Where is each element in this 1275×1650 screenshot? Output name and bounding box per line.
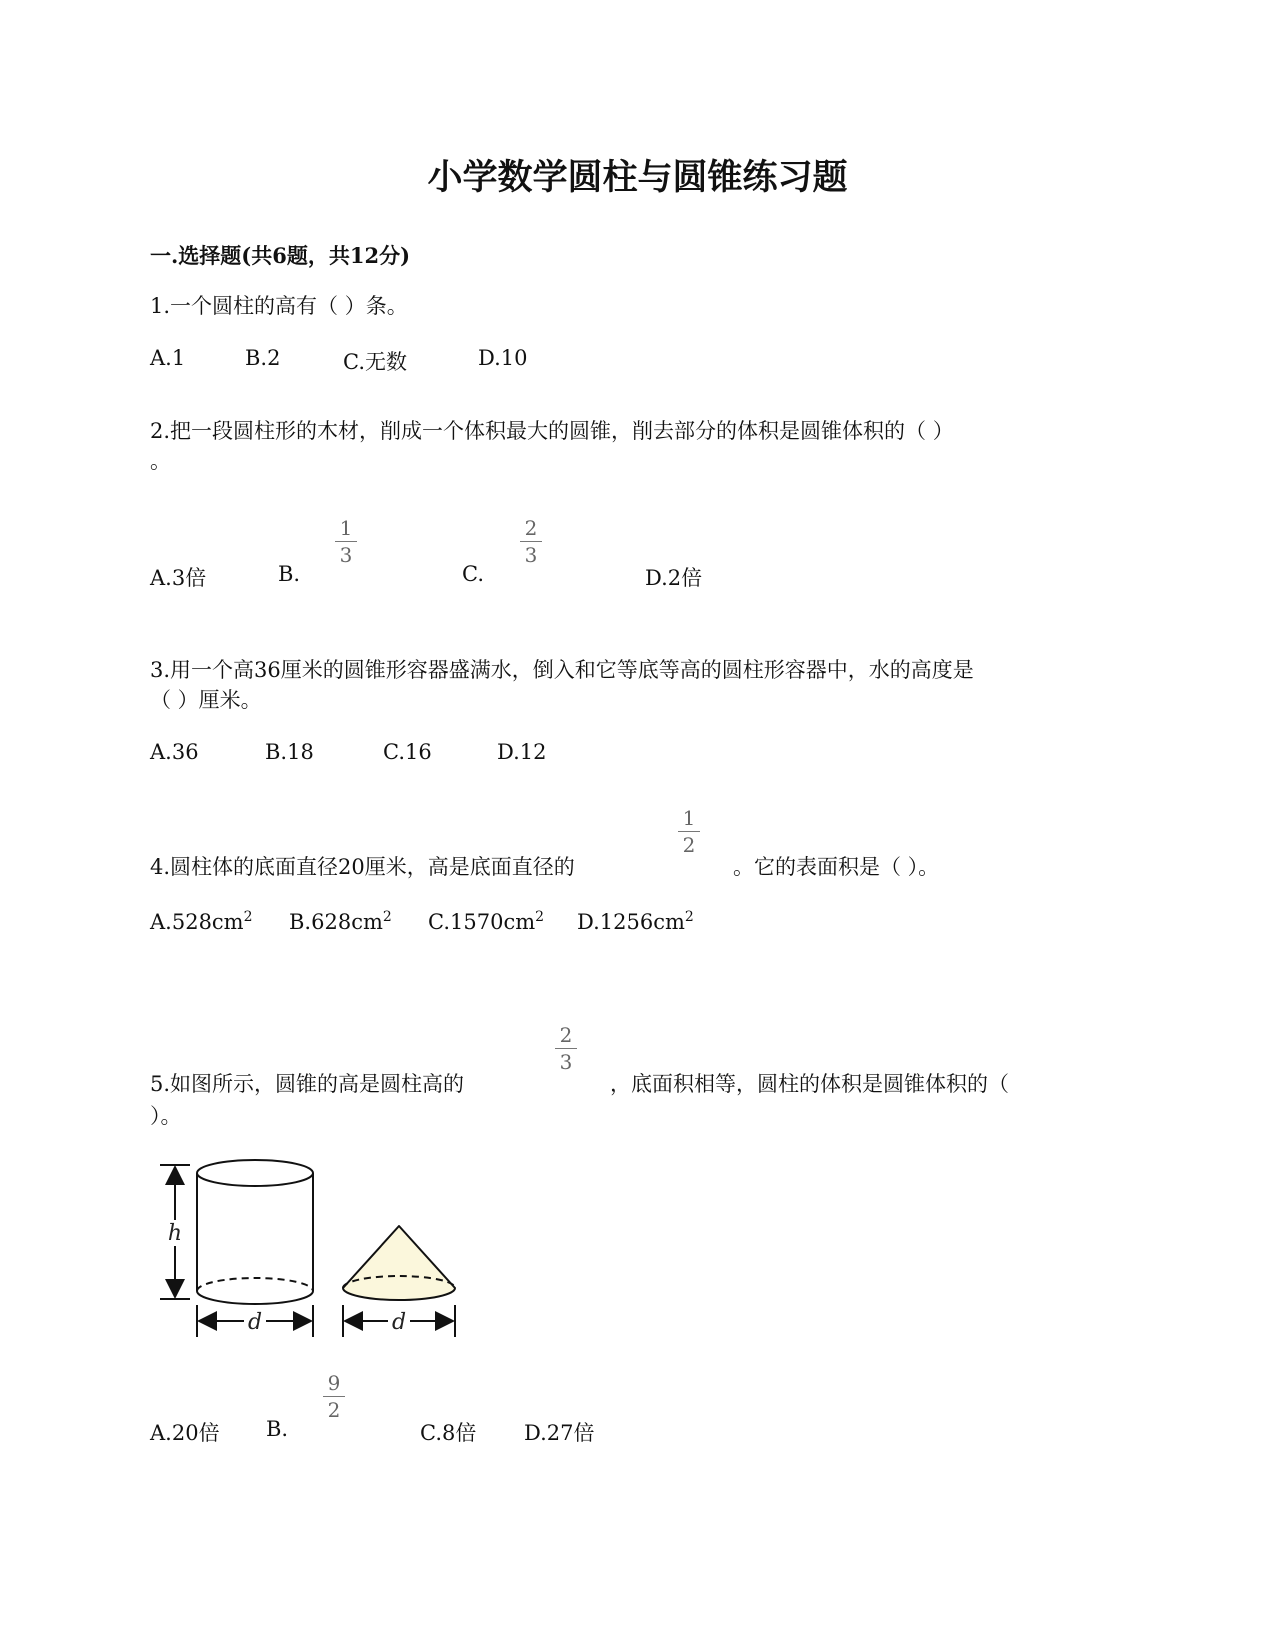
cylinder-cone-figure — [160, 1155, 490, 1345]
q2-option-d: D.2倍 — [645, 566, 703, 590]
cylinder-diameter-label: d — [247, 1310, 263, 1335]
fraction-denominator: 3 — [524, 543, 538, 567]
fraction-numerator: 2 — [559, 1023, 573, 1047]
fraction-denominator: 2 — [682, 833, 696, 857]
q1-option-a: A.1 — [150, 346, 186, 370]
question-4-stem-before: 4.圆柱体的底面直径20厘米，高是底面直径的 — [150, 855, 575, 879]
fraction-bar — [678, 831, 700, 832]
q2-option-b: B. — [278, 562, 301, 586]
q4-option-c-text: C.1570cm — [428, 910, 536, 934]
fraction-denominator: 3 — [559, 1050, 573, 1074]
question-5-stem-line2: ）。 — [150, 1104, 182, 1128]
page-title: 小学数学圆柱与圆锥练习题 — [427, 157, 848, 198]
q4-option-c — [428, 910, 544, 934]
question-3-stem-line1: 3.用一个高36厘米的圆锥形容器盛满水，倒入和它等底等高的圆柱形容器中，水的高度是 — [150, 658, 974, 682]
fraction-denominator: 2 — [327, 1398, 341, 1422]
q4-option-c-exponent: 2 — [535, 909, 545, 925]
q2-option-a: A.3倍 — [150, 566, 207, 590]
q4-option-d-exponent: 2 — [684, 909, 694, 925]
q2-option-c-fraction — [518, 518, 544, 565]
q3-option-c: C.16 — [383, 740, 432, 764]
fraction-numerator: 2 — [524, 516, 538, 540]
fraction-bar — [555, 1048, 577, 1049]
q4-option-a-text: A.528cm — [150, 910, 244, 934]
question-3-stem-line2: （ ）厘米。 — [150, 688, 262, 712]
q1-option-b: B.2 — [245, 346, 281, 370]
fraction-numerator: 1 — [339, 516, 353, 540]
q5-option-b-fraction — [321, 1373, 347, 1420]
question-5-stem-before: 5.如图所示，圆锥的高是圆柱高的 — [150, 1072, 465, 1096]
fraction-bar — [520, 541, 542, 542]
question-5-stem-after: ，底面积相等，圆柱的体积是圆锥体积的（ — [610, 1072, 1009, 1096]
q5-option-c: C.8倍 — [420, 1421, 477, 1445]
question-2-stem-line2: 。 — [150, 449, 171, 473]
q3-option-b: B.18 — [265, 740, 314, 764]
q1-option-c: C.无数 — [343, 350, 407, 374]
q4-option-a-exponent: 2 — [243, 909, 253, 925]
q2-option-c: C. — [462, 562, 484, 586]
cone-diameter-label: d — [391, 1310, 407, 1335]
fraction-numerator: 9 — [327, 1371, 341, 1395]
q2-option-b-fraction — [333, 518, 359, 565]
q3-option-d: D.12 — [497, 740, 547, 764]
q1-option-d: D.10 — [478, 346, 528, 370]
q4-option-b-text: B.628cm — [289, 910, 383, 934]
q5-fraction — [553, 1025, 579, 1072]
q4-option-d — [577, 910, 694, 934]
q5-option-a: A.20倍 — [150, 1421, 220, 1445]
cone-shape — [343, 1226, 455, 1300]
question-2-stem-line1: 2.把一段圆柱形的木材，削成一个体积最大的圆锥，削去部分的体积是圆锥体积的（ ） — [150, 419, 954, 443]
q5-option-d: D.27倍 — [524, 1421, 595, 1445]
q3-option-a: A.36 — [150, 740, 199, 764]
cylinder-shape — [197, 1160, 313, 1304]
q4-fraction — [676, 808, 702, 855]
fraction-bar — [323, 1396, 345, 1397]
question-4-stem-after: 。它的表面积是（ ）。 — [733, 855, 940, 879]
q4-option-b-exponent: 2 — [382, 909, 392, 925]
height-label: h — [167, 1221, 183, 1246]
q5-option-b: B. — [266, 1417, 289, 1441]
question-1-stem: 1.一个圆柱的高有（ ）条。 — [150, 294, 408, 318]
fraction-numerator: 1 — [682, 806, 696, 830]
q4-option-b — [289, 910, 392, 934]
fraction-bar — [335, 541, 357, 542]
q4-option-d-text: D.1256cm — [577, 910, 685, 934]
section-heading: 一.选择题(共6题，共12分) — [150, 243, 411, 268]
fraction-denominator: 3 — [339, 543, 353, 567]
q4-option-a — [150, 910, 253, 934]
